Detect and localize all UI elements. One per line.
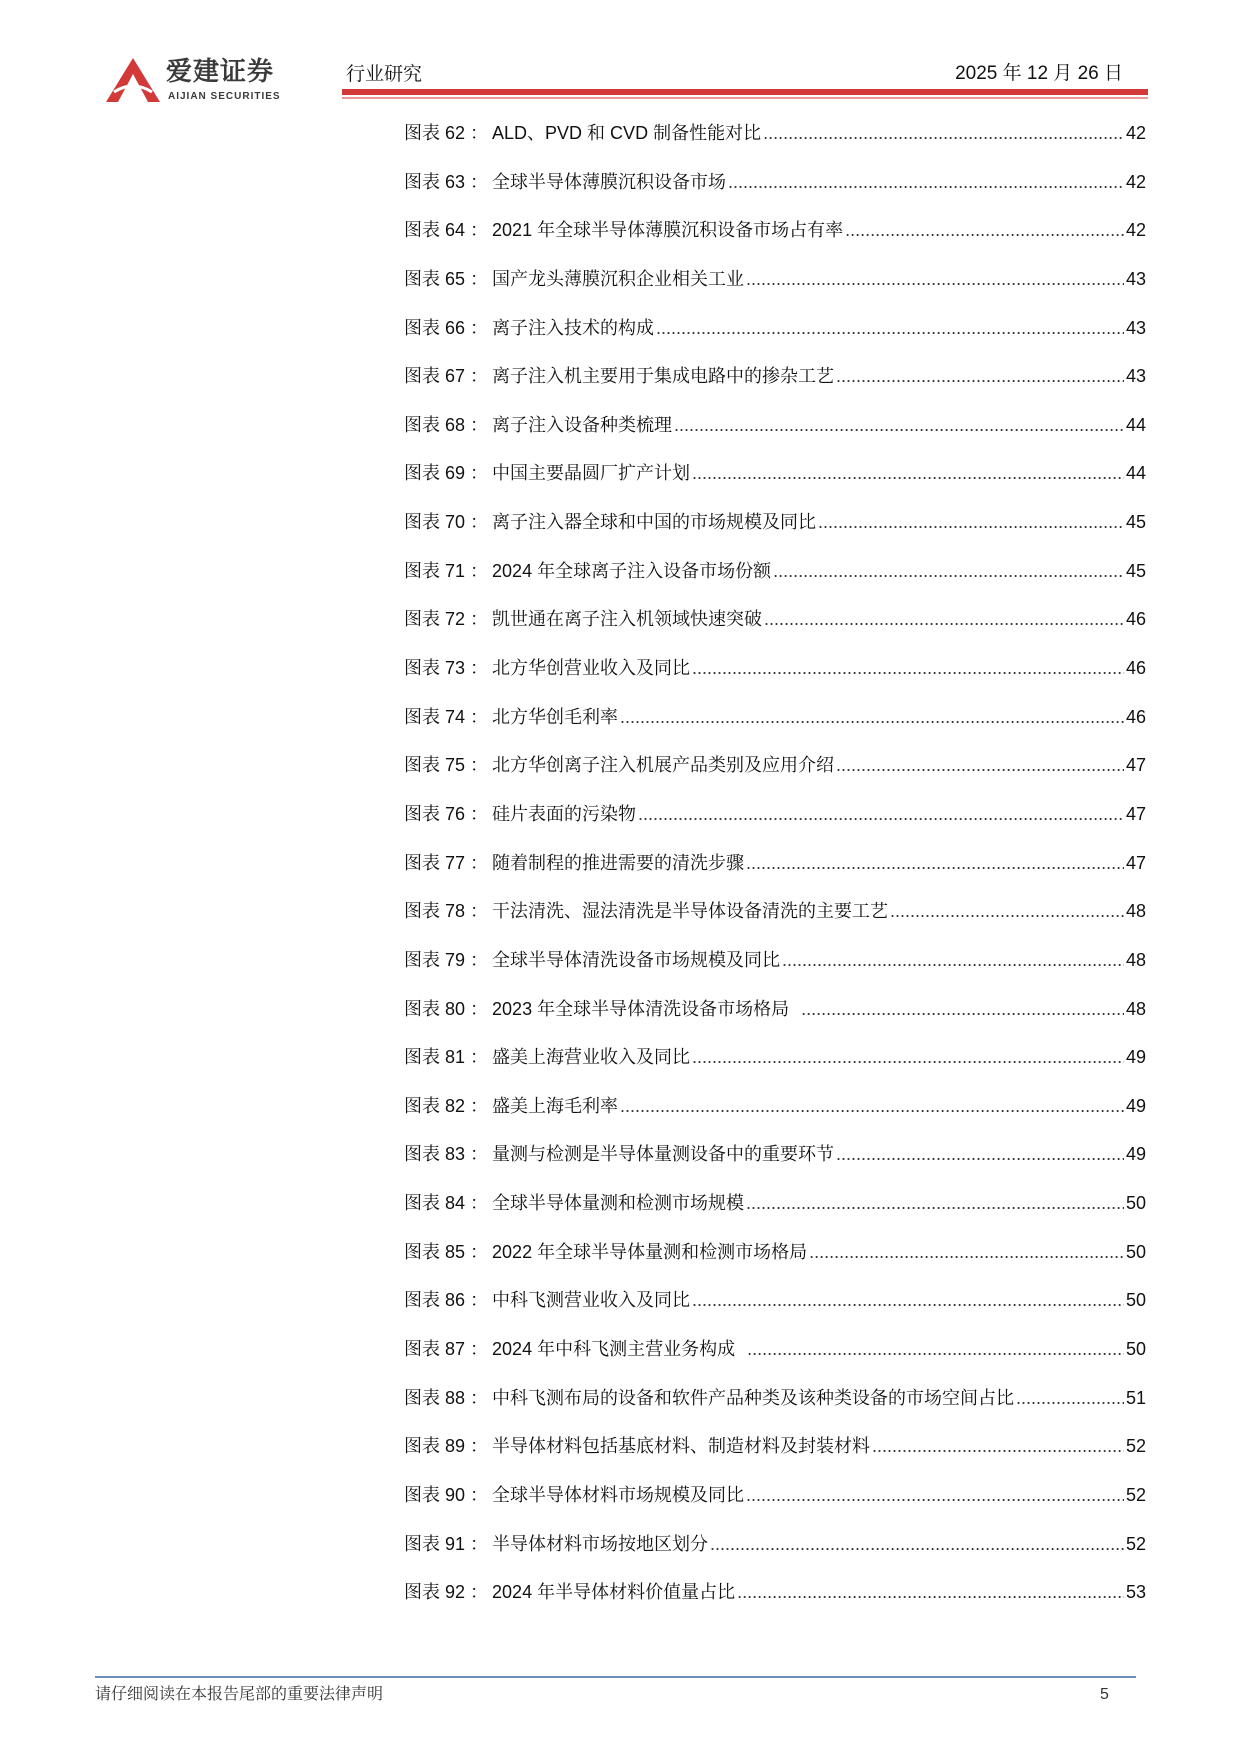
figure-label: 图表 68 ： [404,414,489,435]
toc-entry[interactable] [404,462,1146,511]
figure-page: 48 [1125,998,1146,1019]
figure-page: 49 [1125,1047,1146,1068]
figure-title: 全球半导体清洗设备市场规模及同比 [492,949,781,970]
toc-entry[interactable] [404,1192,1146,1241]
figure-title: 中国主要晶圆厂扩产计划 [492,463,691,484]
figure-label: 图表 79 ： [404,949,489,970]
figure-label: 图表 73 ： [404,658,489,679]
figure-label: 图表 75 ： [404,755,489,776]
figure-title: 半导体材料市场按地区划分 [492,1533,709,1554]
legal-disclaimer: 请仔细阅读在本报告尾部的重要法律声明 [95,1686,384,1703]
figure-title: 2024 年中科飞测主营业务构成 [492,1339,746,1360]
figure-title: 2024 年全球离子注入设备市场份额 [492,560,772,581]
figure-label: 图表 83 ： [404,1144,489,1165]
logo-text-en: AIJIAN SECURITIES [168,91,281,102]
dot-leader [836,1143,1124,1165]
dot-leader [836,365,1124,387]
header-divider-thin [342,97,1148,99]
toc-entry[interactable] [404,949,1146,998]
report-date: 2025 年 12 月 26 日 [955,63,1123,84]
figure-page: 48 [1125,901,1146,922]
dot-leader [845,219,1124,241]
toc-entry[interactable] [404,1143,1146,1192]
dot-leader [746,1192,1124,1214]
dot-leader [620,706,1124,728]
toc-entry[interactable] [404,365,1146,414]
dot-leader [692,657,1124,679]
toc-entry[interactable] [404,171,1146,220]
figure-page: 47 [1125,755,1146,776]
logo-text-cn: 爱建证券 [166,56,275,86]
figure-page: 46 [1125,609,1146,630]
figure-title: 干法清洗、湿法清洗是半导体设备清洗的主要工艺 [492,901,889,922]
figure-label: 图表 85 ： [404,1241,489,1262]
toc-entry[interactable] [404,1484,1146,1533]
dot-leader [809,1241,1124,1263]
figure-title: 全球半导体量测和检测市场规模 [492,1193,745,1214]
toc-entry[interactable] [404,1435,1146,1484]
toc-entry[interactable] [404,900,1146,949]
figure-title: 离子注入器全球和中国的市场规模及同比 [492,512,817,533]
figure-page: 44 [1125,463,1146,484]
toc-entry[interactable] [404,608,1146,657]
figure-label: 图表 80 ： [404,998,489,1019]
dot-leader [692,1289,1124,1311]
figure-page: 48 [1125,949,1146,970]
toc-entry[interactable] [404,1046,1146,1095]
figure-page: 42 [1125,123,1146,143]
dot-leader [1016,1387,1124,1409]
figure-page: 50 [1125,1339,1146,1360]
figure-page: 52 [1125,1436,1146,1457]
figure-label: 图表 86 ： [404,1290,489,1311]
dot-leader [801,998,1124,1020]
dot-leader [746,1484,1124,1506]
toc-entry[interactable] [404,268,1146,317]
toc-entry[interactable] [404,1338,1146,1387]
figure-title: 半导体材料包括基底材料、制造材料及封装材料 [492,1436,871,1457]
figure-page: 49 [1125,1095,1146,1116]
figure-label: 图表 91 ： [404,1533,489,1554]
figure-title: 离子注入机主要用于集成电路中的掺杂工艺 [492,366,835,387]
toc-entry[interactable] [404,1241,1146,1290]
figure-page: 49 [1125,1144,1146,1165]
figure-page: 45 [1125,560,1146,581]
figure-title: 凯世通在离子注入机领域快速突破 [492,609,763,630]
figure-label: 图表 70 ： [404,512,489,533]
figure-page: 46 [1125,706,1146,727]
figure-title: 2021 年全球半导体薄膜沉积设备市场占有率 [492,220,844,241]
dot-leader [746,852,1124,874]
toc-entry[interactable] [404,317,1146,366]
dot-leader [656,317,1124,339]
figure-label: 图表 72 ： [404,609,489,630]
dot-leader [747,1338,1124,1360]
figure-title: 2024 年半导体材料价值量占比 [492,1582,736,1603]
dot-leader [620,1095,1124,1117]
toc-entry[interactable] [404,219,1146,268]
figure-list [404,122,1146,1630]
figure-title: 2023 年全球半导体清洗设备市场格局 [492,998,800,1019]
toc-entry[interactable] [404,511,1146,560]
figure-page: 50 [1125,1241,1146,1262]
dot-leader [872,1435,1124,1457]
figure-label: 图表 69 ： [404,463,489,484]
page-number: 5 [1100,1686,1109,1703]
figure-page: 43 [1125,366,1146,387]
dot-leader [818,511,1124,533]
figure-label: 图表 87 ： [404,1339,489,1360]
figure-page: 52 [1125,1484,1146,1505]
toc-entry[interactable] [404,998,1146,1047]
figure-page: 47 [1125,803,1146,824]
toc-entry[interactable] [404,852,1146,901]
figure-label: 图表 76 ： [404,803,489,824]
report-category: 行业研究 [346,64,423,85]
figure-label: 图表 64 ： [404,220,489,241]
figure-title: 中科飞测营业收入及同比 [492,1290,691,1311]
figure-title: 国产龙头薄膜沉积企业相关工业 [492,268,745,289]
figure-label: 图表 67 ： [404,366,489,387]
dot-leader [764,608,1124,630]
figure-page: 44 [1125,414,1146,435]
figure-page: 43 [1125,268,1146,289]
figure-title: 全球半导体材料市场规模及同比 [492,1484,745,1505]
figure-label: 图表 81 ： [404,1047,489,1068]
dot-leader [836,754,1124,776]
figure-label: 图表 84 ： [404,1193,489,1214]
toc-entry[interactable] [404,1533,1146,1582]
figure-title: 北方华创营业收入及同比 [492,658,691,679]
figure-label: 图表 92 ： [404,1582,489,1603]
toc-entry[interactable] [404,1289,1146,1338]
header-divider [342,89,1148,95]
figure-title: 盛美上海营业收入及同比 [492,1047,691,1068]
dot-leader [746,268,1124,290]
figure-title: 全球半导体薄膜沉积设备市场 [492,171,727,192]
figure-page: 42 [1125,171,1146,192]
dot-leader [710,1533,1124,1555]
toc-entry[interactable] [404,706,1146,755]
toc-entry[interactable] [404,560,1146,609]
footer-divider [95,1676,1136,1678]
figure-page: 42 [1125,220,1146,241]
figure-page: 43 [1125,317,1146,338]
toc-entry[interactable] [404,657,1146,706]
toc-entry[interactable] [404,754,1146,803]
figure-title: 北方华创毛利率 [492,706,619,727]
figure-label: 图表 66 ： [404,317,489,338]
figure-label: 图表 62 ： [404,123,489,143]
figure-label: 图表 78 ： [404,901,489,922]
figure-page: 47 [1125,852,1146,873]
dot-leader [638,803,1124,825]
dot-leader [782,949,1124,971]
figure-page: 45 [1125,512,1146,533]
figure-label: 图表 65 ： [404,268,489,289]
dot-leader [692,462,1124,484]
figure-title: 硅片表面的污染物 [492,803,637,824]
figure-label: 图表 71 ： [404,560,489,581]
logo-a-icon [106,58,160,102]
figure-label: 图表 74 ： [404,706,489,727]
toc-entry[interactable] [404,803,1146,852]
toc-entry[interactable] [404,1581,1146,1630]
figure-title: ALD、PVD 和 CVD 制备性能对比 [492,123,762,143]
company-logo [106,56,296,104]
figure-page: 53 [1125,1582,1146,1603]
dot-leader [763,122,1124,144]
figure-label: 图表 89 ： [404,1436,489,1457]
figure-title: 量测与检测是半导体量测设备中的重要环节 [492,1144,835,1165]
dot-leader [674,414,1124,436]
figure-title: 盛美上海毛利率 [492,1095,619,1116]
toc-entry[interactable] [404,414,1146,463]
figure-label: 图表 88 ： [404,1387,489,1408]
figure-label: 图表 82 ： [404,1095,489,1116]
toc-entry[interactable] [404,122,1146,171]
figure-label: 图表 63 ： [404,171,489,192]
figure-title: 2022 年全球半导体量测和检测市场格局 [492,1241,808,1262]
toc-entry[interactable] [404,1095,1146,1144]
dot-leader [728,171,1124,193]
figure-page: 50 [1125,1290,1146,1311]
toc-entry[interactable] [404,1387,1146,1436]
dot-leader [737,1581,1124,1603]
figure-page: 52 [1125,1533,1146,1554]
figure-title: 中科飞测布局的设备和软件产品种类及该种类设备的市场空间占比 [492,1387,1015,1408]
dot-leader [890,900,1124,922]
figure-label: 图表 90 ： [404,1484,489,1505]
dot-leader [773,560,1124,582]
figure-page: 46 [1125,658,1146,679]
dot-leader [692,1046,1124,1068]
figure-title: 离子注入设备种类梳理 [492,414,673,435]
figure-title: 离子注入技术的构成 [492,317,655,338]
figure-label: 图表 77 ： [404,852,489,873]
figure-page: 50 [1125,1193,1146,1214]
figure-page: 51 [1125,1387,1146,1408]
figure-title: 北方华创离子注入机展产品类别及应用介绍 [492,755,835,776]
figure-title: 随着制程的推进需要的清洗步骤 [492,852,745,873]
